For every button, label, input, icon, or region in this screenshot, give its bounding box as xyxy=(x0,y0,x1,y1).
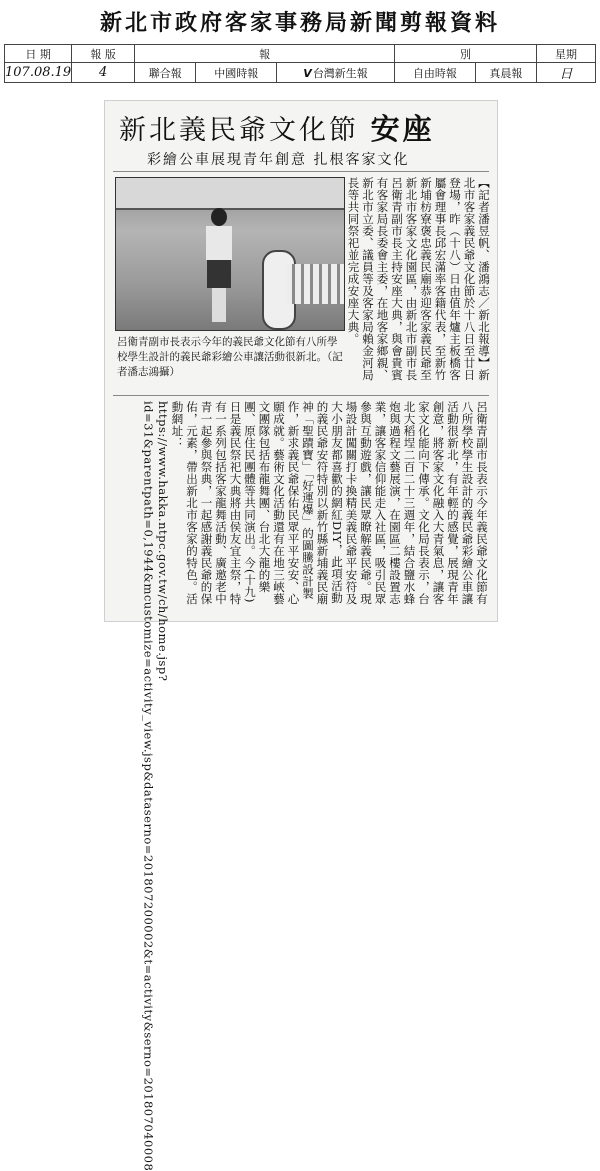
crowd xyxy=(286,264,344,304)
tent-canopy xyxy=(116,178,344,210)
speaker-figure xyxy=(202,208,236,326)
subhead: 彩繪公車展現青年創意 扎根客家文化 xyxy=(147,152,410,168)
article-body-column-2: 呂衛青副市長表示今年義民爺文化節有八所學校學生設計的義民爺彩繪公車讓活動很新北，有年輕的感覺，展現青年創意，將客家文化融入大青氣息，讓客家文化能向下傳承。文化局長表示，台北大稻埕二百二十三週年，結合鹽水蜂炮與過程文藝展演，在園區二樓設置志業，讓客家信仰能走入社區，吸引民眾參與互動遊戲，讓民眾瞭解義民爺。現場設計闖關打卡換精美義民爺平安符及大小朋友都喜歡的網紅DIY，此項活動的義民爺安符特別以新竹縣新埔義民廟神「聖蹟寶」「好運爆」的圖騰設計製作，新求義民爺保佑民眾平平安安、心願成就。藝術文化活動還有在地三峽藝文團隊包括布龍舞團、台北大龍的樂團、原住民團體等共同演出。今(十九)日是義民祭祀大典將由侯友宜主祭，特有一系列包括客家龍舞活動、廣邀老中青一起參與祭典，一起感謝義民爺的保佑，元素，帶出新北市客家的特色。活動網址：https://www.hakka.ntpc.gov.tw/ch/home.jsp?id=31&parentpath=0,1944&mcustomize=activity_view.jsp&dataserno=201807200002&t=activity&serno=201807040008 xyxy=(141,401,489,1171)
paper-4: 自由時報 xyxy=(394,63,475,83)
category-label: 別 xyxy=(394,45,536,63)
paper-5: 真晨報 xyxy=(475,63,536,83)
meta-table xyxy=(4,44,596,83)
check-mark: V xyxy=(303,66,312,80)
news-clipping xyxy=(104,100,498,1171)
paper-1: 聯合報 xyxy=(135,63,196,83)
middle-rule xyxy=(113,395,489,396)
date-label: 日 期 xyxy=(5,45,72,63)
edition-value: 4 xyxy=(72,63,135,83)
top-rule xyxy=(113,171,489,172)
paper-3-label: 台灣新生報 xyxy=(312,66,368,80)
edition-label: 報 版 xyxy=(72,45,135,63)
headline-tail: 安座 xyxy=(370,112,435,146)
headline-main: 新北義民爺文化節 xyxy=(119,115,359,146)
photo-caption: 呂衛青副市長表示今年的義民爺文化節有八所學校學生設計的義民爺彩繪公車讓活動很新北。（記者潘志鴻攝） xyxy=(117,336,343,378)
weekday-value: 日 xyxy=(537,63,596,83)
paper-3 xyxy=(277,63,395,83)
headline xyxy=(119,107,435,148)
paper-label: 報 xyxy=(135,45,395,63)
weekday-label: 星期 xyxy=(537,45,596,63)
article-body-column-1: 【記者潘昱帆、潘鴻志／新北報導】新北市客家義民爺文化節於十八日至廿日登場，昨（十八）日由值年爐主板橋客屬會理事長邱宏滿率客籍代表，至新竹新埔枋寮褒忠義民廟恭迎客家義民爺至新北市客家文化園區，由新北市副市長呂衛青副市長主持安座大典，與會貴賓有客家局長委會主委，在地客家鄉親、新北市立委、議員等及客家局賴金河局長等共同祭祀並完成安座大典。 xyxy=(346,177,491,381)
date-value: 107.08.19 xyxy=(5,63,72,83)
news-photo xyxy=(115,177,345,331)
header-title: 新北市政府客家事務局新聞剪報資料 xyxy=(99,10,500,36)
paper-2: 中國時報 xyxy=(196,63,277,83)
